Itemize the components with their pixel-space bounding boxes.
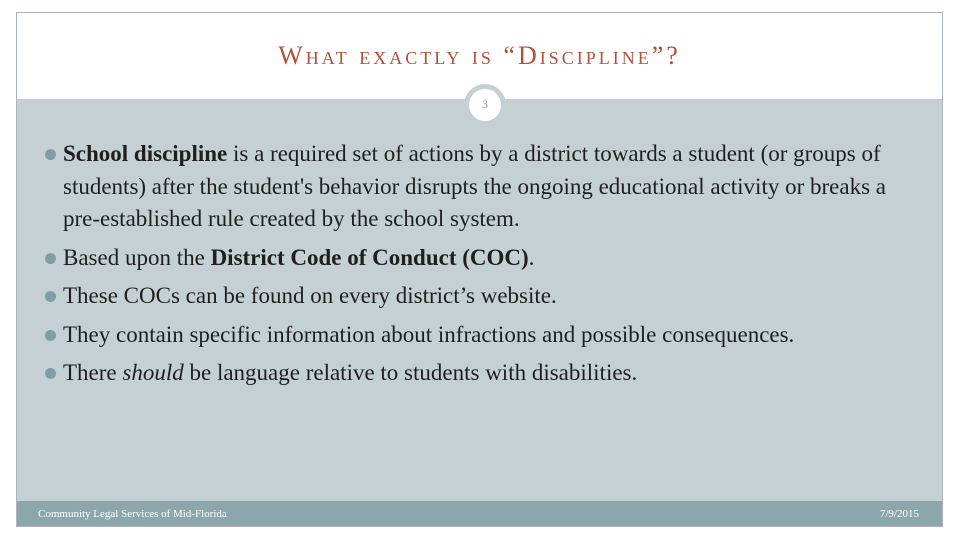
footer-bar <box>17 501 942 526</box>
bullet-item-code-of-conduct <box>45 242 925 275</box>
slide-title: What exactly is “Discipline”? <box>278 41 681 70</box>
bullet-item-disabilities <box>45 357 925 390</box>
bullet-bold-text: District Code of Conduct (COC) <box>210 244 529 270</box>
bullet-icon <box>45 330 56 341</box>
bullet-text: These COCs can be found on every district’s website. <box>63 283 557 308</box>
bullet-icon <box>45 253 56 264</box>
bullet-text: There <box>63 360 123 385</box>
bullet-tail-text: . <box>528 244 535 270</box>
bullet-text: They contain specific information about infractions and possible consequences. <box>63 321 795 347</box>
content-area <box>17 100 942 502</box>
bullet-item-infractions <box>45 319 925 352</box>
bullet-text: is a required set of actions by a district towards a student (or groups of students) after the student's behavior disrupts the ongoing educational activity or breaks a pre-established rule created by the school system. <box>63 141 886 231</box>
bullet-tail-text: be language relative to students with disabilities. <box>183 360 638 385</box>
bullet-icon <box>45 291 56 302</box>
bullet-icon <box>45 368 56 379</box>
footer-date: 7/9/2015 <box>879 508 919 520</box>
bullet-bold-text: School discipline <box>63 141 228 166</box>
bullet-list <box>45 138 925 396</box>
bullet-italic-text: should <box>122 360 184 385</box>
bullet-text: Based upon the <box>63 244 211 270</box>
bullet-icon <box>45 149 56 160</box>
bullet-item-school-discipline <box>45 138 925 236</box>
footer-organization: Community Legal Services of Mid-Florida <box>38 508 227 520</box>
slide <box>16 12 943 527</box>
page-number: 3 <box>464 84 506 126</box>
bullet-item-coc-websites <box>45 280 925 313</box>
